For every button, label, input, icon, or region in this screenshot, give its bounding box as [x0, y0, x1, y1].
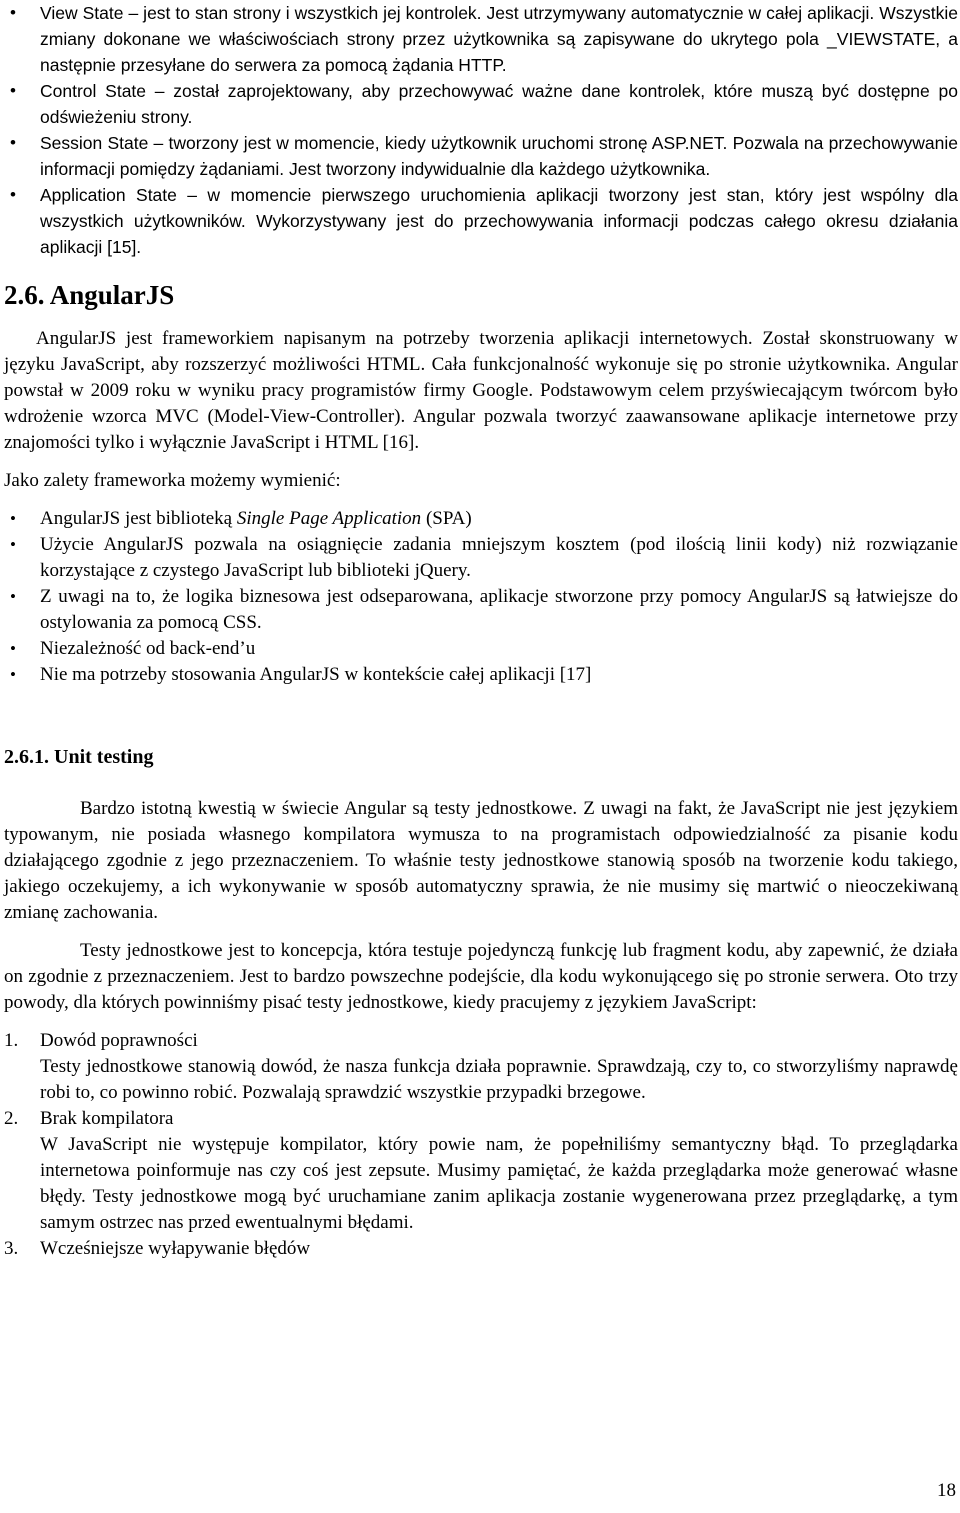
numbered-item [4, 1106, 958, 1236]
list-item: • Niezależność od back-end’u [4, 636, 958, 662]
list-item: • Session State – tworzony jest w momencie, kiedy użytkownik uruchomi stronę ASP.NET. Pozwala na przechowywanie informacji pomiędzy żądaniami. Jest tworzony indywidualnie dla każdego użytkownika. [4, 130, 958, 182]
list-item-text: AngularJS jest biblioteką [40, 508, 237, 529]
item-number: 3. [4, 1238, 19, 1259]
list-item [4, 506, 958, 532]
list-item: • View State – jest to stan strony i wszystkich jej kontrolek. Jest utrzymywany automatycznie w całej aplikacji. Wszystkie zmiany dokonane we właściwościach strony przez użytkownika są zapisywane do ukrytego pola _VIEWSTATE, a następnie przesyłane do serwera za pomocą żądania HTTP. [4, 0, 958, 78]
advantages-intro: Jako zalety frameworka możemy wymienić: [4, 470, 341, 491]
list-item: • Control State – został zaprojektowany, aby przechowywać ważne dane kontrolek, które muszą być dostępne po odświeżeniu strony. [4, 78, 958, 130]
document-page [4, 0, 958, 1262]
numbered-item [4, 1236, 958, 1262]
unit-paragraph: Bardzo istotną kwestią w świecie Angular są testy jednostkowe. Z uwagi na fakt, że JavaScript nie jest językiem typowanym, nie posiada własnego kompilatora wymusza to na programistach odpowiedzialność za pisanie kodu działającego zgodnie z jego przeznaczeniem. To właśnie testy jednostkowe stanowią sposób na tworzenie kodu takiego, jakiego oczekujemy, a ich wykonywanie w sposób automatyczny sprawia, że nie musimy się martwić o nieoczekiwaną zmianę zachowania. [4, 798, 958, 923]
section-heading: 2.6. AngularJS [4, 280, 175, 310]
list-item: • Z uwagi na to, że logika biznesowa jest odseparowana, aplikacje stworzone przy pomocy AngularJS są łatwiejsze do ostylowania za pomocą CSS. [4, 584, 958, 636]
list-item: • Nie ma potrzeby stosowania AngularJS w kontekście całej aplikacji [17] [4, 662, 958, 688]
list-item-text: (SPA) [421, 508, 472, 529]
page-number: 18 [937, 1480, 956, 1501]
subsection-heading: 2.6.1. Unit testing [4, 746, 154, 768]
list-item: • Użycie AngularJS pozwala na osiągnięcie zadania mniejszym kosztem (pod ilością linii kody) niż rozwiązanie korzystające z czystego JavaScript lub biblioteki jQuery. [4, 532, 958, 584]
unit-paragraph: Testy jednostkowe jest to koncepcja, która testuje pojedynczą funkcję lub fragment kodu, aby zapewnić, że działa on zgodnie z przeznaczeniem. Jest to bardzo powszechne podejście, dla kodu wykonującego się po stronie serwera. Oto trzy powody, dla których powinniśmy pisać testy jednostkowe, kiedy pracujemy z językiem JavaScript: [4, 940, 958, 1013]
item-title: Brak kompilatora [40, 1108, 174, 1129]
state-list [4, 0, 958, 260]
list-item-italic: Single Page Application [236, 508, 422, 529]
advantages-list [4, 506, 958, 688]
angular-paragraph: AngularJS jest frameworkiem napisanym na potrzeby tworzenia aplikacji internetowych. Został skonstruowany w języku JavaScript, aby rozszerzyć możliwości HTML. Cała funkcjonalność wykonuje się po stronie użytkownika. Angular powstał w 2009 roku w wyniku pracy programistów firmy Google. Podstawowym celem przyświecającym twórcom było wdrożenie wzorca MVC (Model-View-Controller). Angular pozwala tworzyć zaawansowane aplikacje internetowe przy znajomości tylko i wyłącznie JavaScript i HTML [16]. [4, 328, 958, 453]
item-title: Wcześniejsze wyłapywanie błędów [40, 1238, 311, 1259]
item-body: W JavaScript nie występuje kompilator, który powie nam, że popełniliśmy semantyczny błąd. To przeglądarka internetowa poinformuje nas czy coś jest zepsute. Musimy pamiętać, że każda przeglądarka może generować własne błędy. Testy jednostkowe mogą być uruchamiane zanim aplikacja zostanie wygenerowana przez przeglądarkę, a tym samym ostrzec nas przed ewentualnymi błędami. [40, 1134, 958, 1233]
reasons-list [4, 1028, 958, 1262]
item-body: Testy jednostkowe stanowią dowód, że nasza funkcja działa poprawnie. Sprawdzają, czy to, co stworzyliśmy naprawdę robi to, co powinno robić. Pozwalają sprawdzić wszystkie przypadki brzegowe. [40, 1056, 958, 1103]
numbered-item [4, 1028, 958, 1106]
item-number: 2. [4, 1108, 19, 1129]
item-number: 1. [4, 1030, 19, 1051]
list-item: • Application State – w momencie pierwszego uruchomienia aplikacji tworzony jest stan, który jest wspólny dla wszystkich użytkowników. Wykorzystywany jest do przechowywania informacji podczas całego okresu działania aplikacji [15]. [4, 182, 958, 260]
item-title: Dowód poprawności [40, 1030, 198, 1051]
